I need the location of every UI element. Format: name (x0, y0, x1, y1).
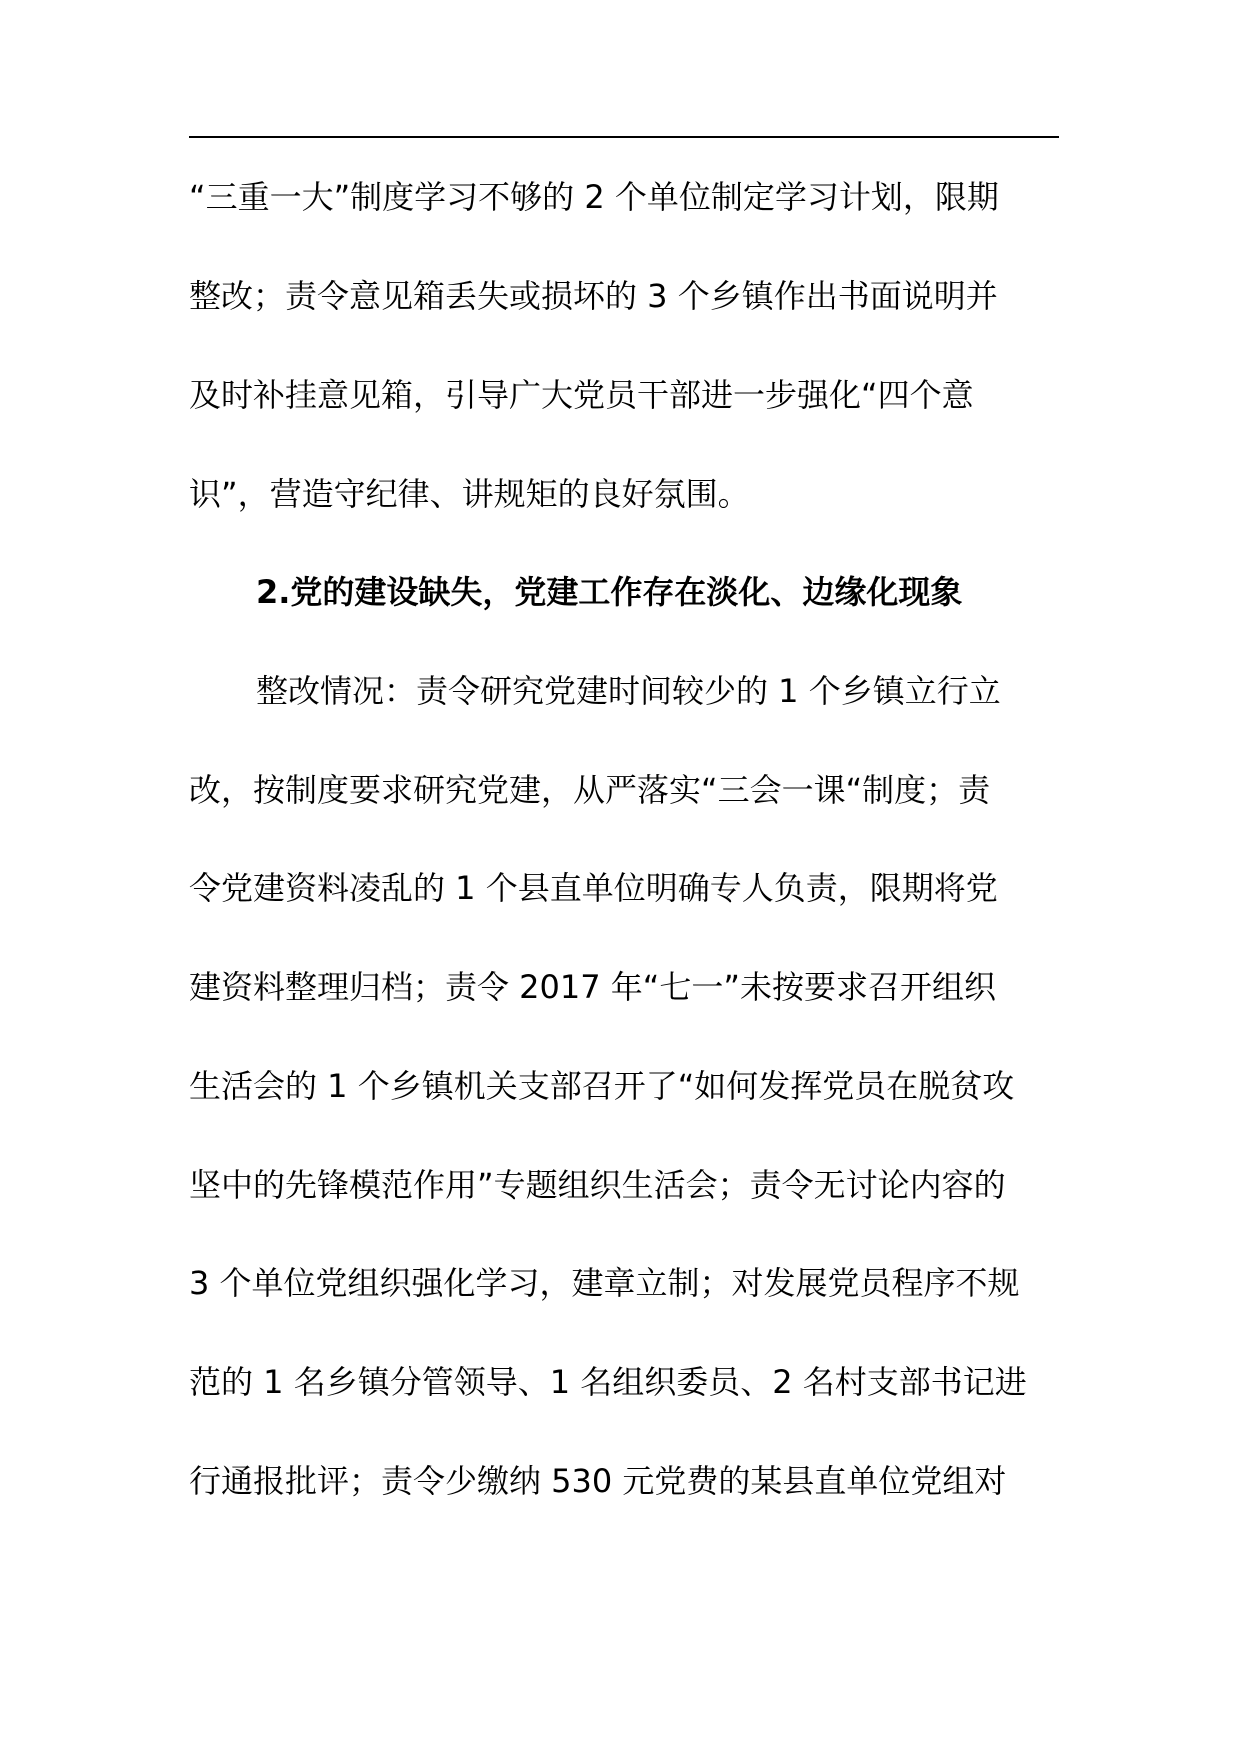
section-heading: 2.党的建设缺失，党建工作存在淡化、边缘化现象 (256, 573, 963, 611)
text-line: 范的 1 名乡镇分管领导、1 名组织委员、2 名村支部书记进 (189, 1363, 1027, 1401)
text-line: 行通报批评；责令少缴纳 530 元党费的某县直单位党组对 (189, 1462, 1007, 1500)
text-line: 改，按制度要求研究党建，从严落实“三会一课“制度；责 (189, 771, 991, 809)
text-line: 坚中的先锋模范作用”专题组织生活会；责令无讨论内容的 (189, 1166, 1006, 1204)
text-line: 生活会的 1 个乡镇机关支部召开了“如何发挥党员在脱贫攻 (189, 1067, 1015, 1105)
text-line: 建资料整理归档；责令 2017 年“七一”未按要求召开组织 (189, 968, 996, 1006)
text-line: 整改；责令意见箱丢失或损坏的 3 个乡镇作出书面说明并 (189, 277, 998, 315)
text-line: “三重一大”制度学习不够的 2 个单位制定学习计划，限期 (189, 178, 999, 216)
text-line: 识”，营造守纪律、讲规矩的良好氛围。 (189, 475, 750, 513)
text-line: 令党建资料凌乱的 1 个县直单位明确专人负责，限期将党 (189, 869, 998, 907)
text-line: 及时补挂意见箱，引导广大党员干部进一步强化“四个意 (189, 376, 974, 414)
text-line: 3 个单位党组织强化学习，建章立制；对发展党员程序不规 (189, 1264, 1020, 1302)
header-rule (189, 136, 1059, 138)
text-line: 整改情况：责令研究党建时间较少的 1 个乡镇立行立 (256, 672, 1001, 710)
